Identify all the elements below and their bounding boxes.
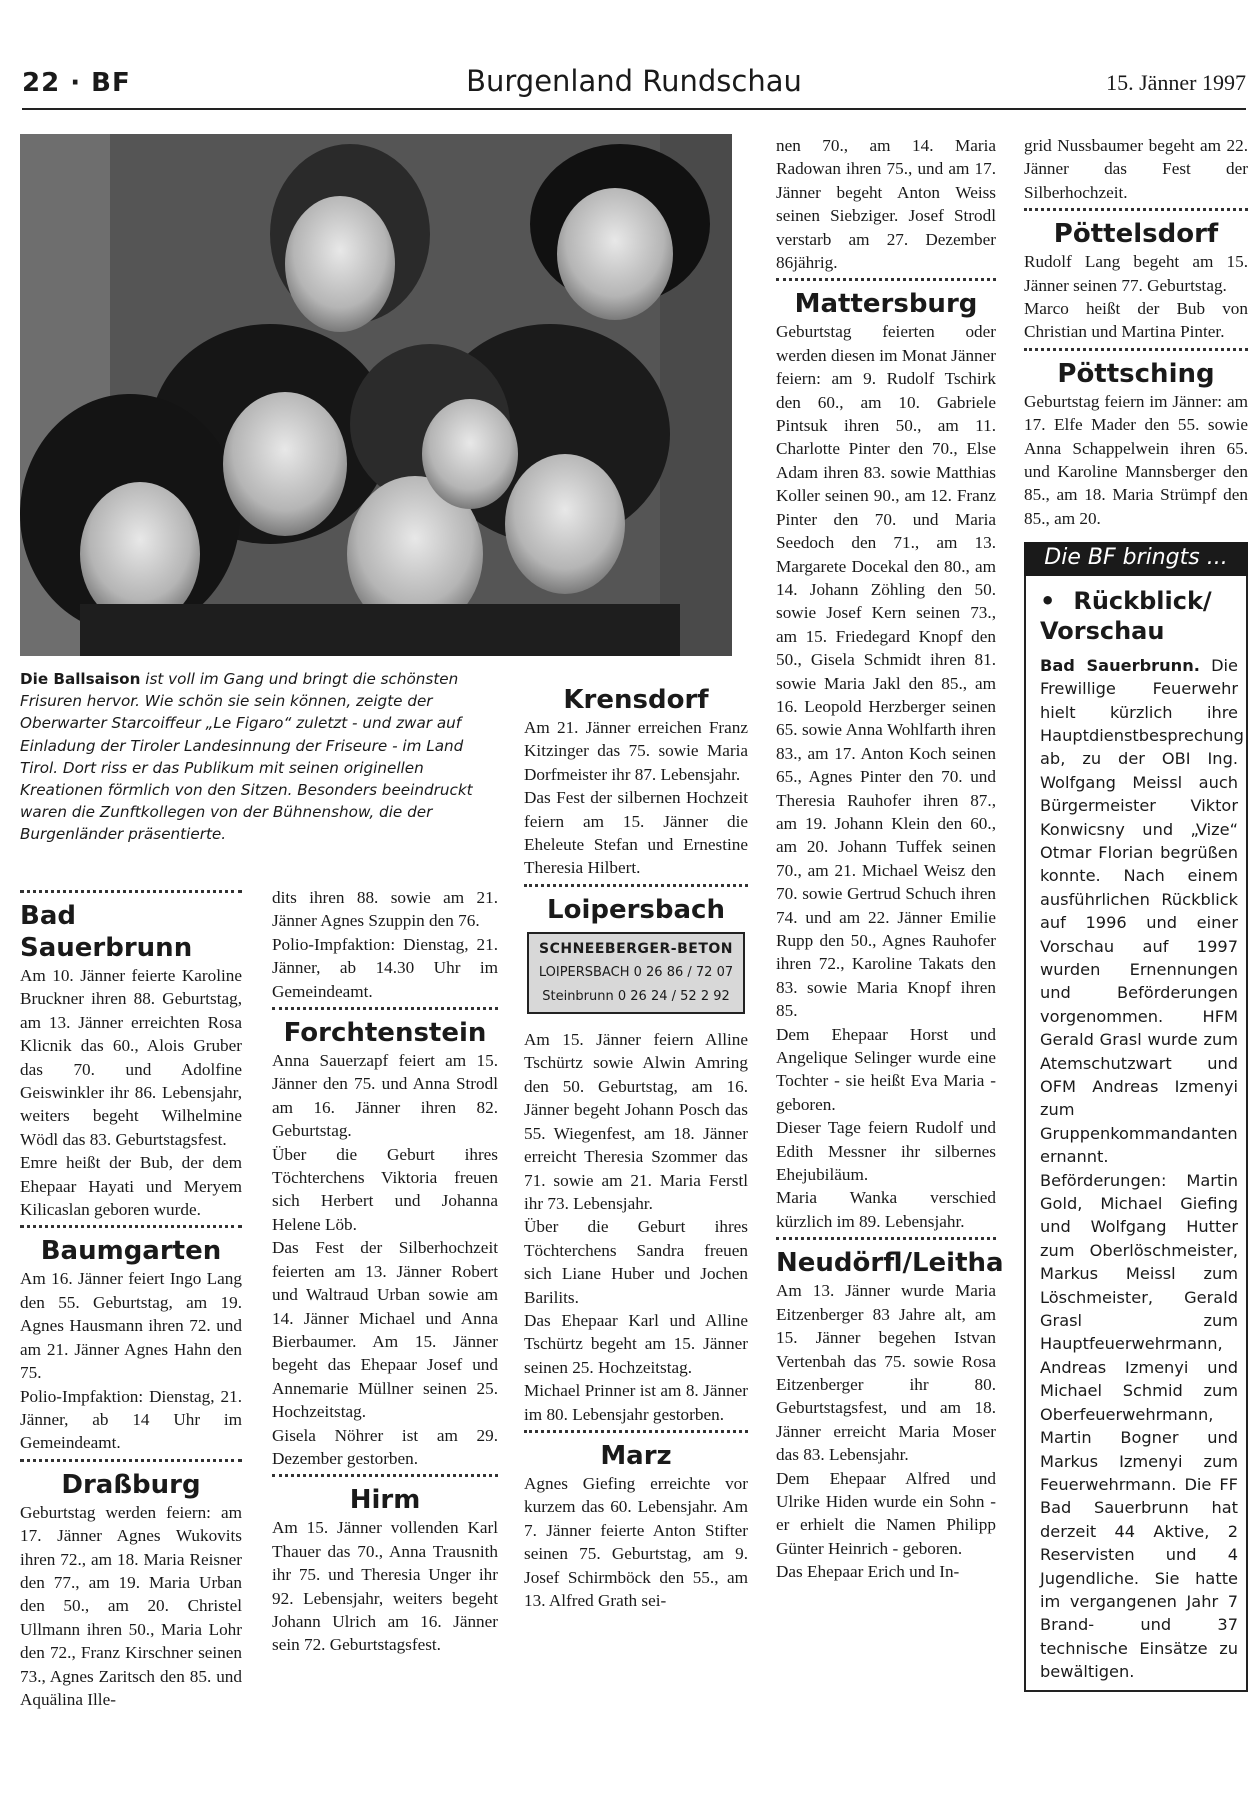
ad-title: SCHNEEBERGER-BETON bbox=[539, 940, 733, 957]
divider bbox=[776, 1237, 996, 1245]
heading-bad-sauerbrunn: Bad Sauerbrunn bbox=[20, 901, 193, 963]
divider bbox=[524, 1430, 748, 1438]
issue-date: 15. Jänner 1997 bbox=[1106, 70, 1246, 95]
column-2 bbox=[272, 886, 498, 1657]
box-heading bbox=[1040, 586, 1238, 646]
heading-neudoerfl: Neudörfl/Leitha bbox=[776, 1248, 1004, 1279]
heading-marz: Marz bbox=[600, 1440, 672, 1471]
caption-lead: Die Ballsaison bbox=[20, 670, 141, 688]
paragraph: Über die Geburt ihres Töchterchens Sandra freuen sich Liane Huber und Jochen Barilits. bbox=[524, 1217, 748, 1307]
box-lead: Bad Sauerbrunn. bbox=[1040, 655, 1200, 675]
feature-box bbox=[1024, 576, 1248, 1692]
heading-forchtenstein: Forchtenstein bbox=[283, 1018, 487, 1049]
divider bbox=[20, 890, 242, 898]
paragraph: Am 15. Jänner feiern Alline Tschürtz sowie Alwin Amring den 50. Geburtstag, am 16. Jänner begeht Johann Posch das 55. Wiegenfest, am 18. Jänner erreicht Theresia Szommer das 71. sowie am 21. Maria Ferstl ihr 73. Lebensjahr. bbox=[524, 1030, 748, 1213]
column-5 bbox=[1024, 134, 1248, 1692]
paragraph: Emre heißt der Bub, der dem Ehepaar Hayati und Meryem Kilicaslan geboren wurde. bbox=[20, 1153, 242, 1220]
ballsaison-photo bbox=[20, 134, 732, 656]
column-1 bbox=[20, 886, 242, 1711]
box-heading-text: Rückblick/ Vorschau bbox=[1040, 586, 1212, 645]
paragraph: Polio-Impfaktion: Dienstag, 21. Jänner, ab 14.30 Uhr im Gemeindeamt. bbox=[272, 934, 498, 1001]
paragraph: Am 15. Jänner vollenden Karl Thauer das 70., Anna Trausnith ihr 75. und Theresia Unger ihr 92. Lebensjahr, weiters begeht Johann Ulrich am 16. Jänner sein 72. Geburtstagsfest. bbox=[272, 1518, 498, 1655]
divider bbox=[1024, 348, 1248, 356]
paragraph: Maria Wanka verschied kürzlich im 89. Lebensjahr. bbox=[776, 1188, 996, 1231]
paragraph: Das Ehepaar Karl und Alline Tschürtz begeht am 15. Jänner seinen 25. Hochzeitstag. bbox=[524, 1310, 748, 1377]
paragraph: Rudolf Lang begeht am 15. Jänner seinen 77. Geburtstag. bbox=[1024, 252, 1248, 295]
paragraph: Am 16. Jänner feiert Ingo Lang den 55. Geburtstag, am 19. Agnes Hausmann ihren 72. und am 21. Jänner Agnes Hahn den 75. bbox=[20, 1269, 242, 1383]
box-paragraph bbox=[1040, 654, 1244, 1684]
paragraph: Dem Ehepaar Horst und Angelique Selinger wurde eine Tochter - sie heißt Eva Maria - geboren. bbox=[776, 1024, 996, 1114]
divider bbox=[1024, 208, 1248, 216]
divider bbox=[776, 278, 996, 286]
page-number: 22 · BF bbox=[22, 68, 131, 98]
heading-hirm: Hirm bbox=[349, 1485, 421, 1516]
column-4 bbox=[776, 134, 1004, 1584]
heading-poettelsdorf: Pöttelsdorf bbox=[1053, 219, 1219, 250]
caption-text: ist voll im Gang und bringt die schönsten Frisuren hervor. Wie schön sie sein können, zeigte der Oberwarter Starcoiffeur „Le Figaro“ zuletzt - und zwar auf Einladung der Tiroler Landesinnung der Friseure - im Land Tirol. Dort riss er das Publikum mit seinen originellen Kreationen förmlich von den Sitzen. Besonders beeindruckt waren die Zunftkollegen von der Bühnenshow, die der Burgenländer präsentierte. bbox=[20, 670, 473, 844]
column-3 bbox=[524, 684, 748, 1612]
box-text: Die Frewillige Feuerwehr hielt kürzlich ihre Hauptdienstbesprechung ab, zu der OBI Ing. Wolfgang Meissl auch Bürgermeister Viktor Konwicsny und „Vize“ Otmar Florian begrüßen konnte. Nach einem ausführlichen Rückblick auf 1996 und einer Vorschau auf 1997 wurden Ernennungen und Beförderungen vorgenommen. HFM Gerald Grasl wurde zum Atemschutzwart und OFM Andreas Izmenyi zum Gruppenkommandanten ernannt. Beförderungen: Martin Gold, Michael Giefing und Wolfgang Hutter zum Oberlöschmeister, Markus Meissl zum Löschmeister, Gerald Grasl zum Hauptfeuerwehrmann, Andreas Izmenyi und Michael Schmid zum Oberfeuerwehrmann, Martin Bogner und Markus Izmenyi zum Feuerwehrmann. Die FF Bad Sauerbrunn hat derzeit 44 Aktive, 2 Reservisten und 4 Jugendliche. Sie hatte im vergangenen Jahr 7 Brand- und 37 technische Einsätze zu bewältigen. bbox=[1040, 655, 1244, 1682]
divider bbox=[20, 1225, 242, 1233]
paragraph: Das Ehepaar Erich und In- bbox=[776, 1562, 960, 1582]
paragraph: Michael Prinner ist am 8. Jänner im 80. Lebensjahr gestorben. bbox=[524, 1381, 748, 1424]
ad-line: LOIPERSBACH 0 26 86 / 72 07 bbox=[538, 965, 734, 981]
heading-poettsching: Pöttsching bbox=[1057, 358, 1215, 389]
paragraph: Dieser Tage feiern Rudolf und Edith Messner ihr silbernes Ehejubiläum. bbox=[776, 1118, 996, 1185]
heading-mattersburg: Mattersburg bbox=[794, 289, 978, 320]
paragraph: Am 13. Jänner wurde Maria Eitzenberger 83 Jahre alt, am 15. Jänner begehen Istvan Vertenbah das 75. sowie Rosa Eitzenberger ihr 80. Geburtstagsfest, und am 18. Jänner erreicht Maria Moser das 83. Lebensjahr. bbox=[776, 1281, 996, 1465]
ad-line: Steinbrunn 0 26 24 / 52 2 92 bbox=[542, 988, 730, 1004]
box-title: Die BF bringts ... bbox=[1024, 542, 1248, 575]
page-header bbox=[22, 62, 1246, 110]
paragraph: Dem Ehepaar Alfred und Ulrike Hiden wurde ein Sohn - er erhielt die Namen Philipp Günter Heinrich - geboren. bbox=[776, 1468, 996, 1558]
paragraph: Polio-Impfaktion: Dienstag, 21. Jänner, ab 14 Uhr im Gemeindeamt. bbox=[20, 1386, 242, 1453]
paragraph: Marco heißt der Bub von Christian und Martina Pinter. bbox=[1024, 299, 1248, 342]
photo-caption bbox=[20, 668, 500, 846]
paragraph: Geburtstag feiern im Jänner: am 17. Elfe Mader den 55. sowie Anna Schappelwein ihren 65. und Karoline Mannsberger den 85., am 18. Maria Strümpf den 85., am 20. bbox=[1024, 391, 1248, 528]
paragraph: Das Fest der silbernen Hochzeit feiern am 15. Jänner die Eheleute Stefan und Ernestine Theresia Hilbert. bbox=[524, 788, 748, 878]
divider bbox=[20, 1459, 242, 1467]
publication-title: Burgenland Rundschau bbox=[466, 64, 802, 98]
paragraph: Am 10. Jänner feierte Karoline Bruckner ihren 88. Geburtstag, am 13. Jänner erreichten Rosa Klicnik das 60., Alois Gruber das 70. und Adolfine Geiswinkler ihr 86. Lebensjahr, weiters begeht Wilhelmine Wödl das 83. Geburtstagsfest. bbox=[20, 966, 242, 1149]
paragraph: grid Nussbaumer begeht am 22. Jänner das Fest der Silberhochzeit. bbox=[1024, 136, 1248, 202]
paragraph: Gisela Nöhrer ist am 29. Dezember gestorben. bbox=[272, 1425, 498, 1468]
divider bbox=[524, 884, 748, 892]
heading-loipersbach: Loipersbach bbox=[547, 894, 725, 925]
heading-krensdorf: Krensdorf bbox=[563, 685, 709, 715]
advertisement-schneeberger-beton bbox=[527, 932, 745, 1014]
heading-baumgarten: Baumgarten bbox=[40, 1236, 222, 1267]
divider bbox=[272, 1474, 498, 1482]
paragraph: Am 21. Jänner erreichen Franz Kitzinger das 75. sowie Maria Dorfmeister ihr 87. Lebensjahr. bbox=[524, 718, 748, 784]
paragraph: Über die Geburt ihres Töchterchens Viktoria freuen sich Herbert und Johanna Helene Löb. bbox=[272, 1144, 498, 1234]
paragraph: Geburtstag werden feiern: am 17. Jänner Agnes Wukovits ihren 72., am 18. Maria Reisner den 77., am 19. Maria Urban den 50., am 20. Christel Ullmann ihren 50., Maria Lohr den 72., Franz Kirschner seinen 73., Agnes Zaritsch den 85. und Aquälina Ille- bbox=[20, 1502, 242, 1709]
paragraph: nen 70., am 14. Maria Radowan ihren 75., und am 17. Jänner begeht Anton Weiss seinen Siebziger. Josef Strodl verstarb am 27. Dezember 86jährig. bbox=[776, 136, 996, 273]
heading-drassburg: Draßburg bbox=[61, 1469, 201, 1500]
divider bbox=[272, 1007, 498, 1015]
paragraph: dits ihren 88. sowie am 21. Jänner Agnes Szuppin den 76. bbox=[272, 888, 498, 931]
paragraph: Anna Sauerzapf feiert am 15. Jänner den 75. und Anna Strodl am 16. Jänner ihren 82. Geburtstag. bbox=[272, 1051, 498, 1141]
bullet-icon: • bbox=[1040, 586, 1056, 615]
paragraph: Das Fest der Silberhochzeit feierten am 13. Jänner Robert und Waltraud Urban sowie am 14. Jänner Michael und Anna Bierbaumer. Am 15. Jänner begeht das Ehepaar Josef und Annemarie Müllner seinen 25. Hochzeitstag. bbox=[272, 1238, 498, 1422]
paragraph: Geburtstag feierten oder werden diesen im Monat Jänner feiern: am 9. Rudolf Tschirk den 60., am 10. Gabriele Pintsuk ihren 50., am 11. Charlotte Pinter den 70., Else Adam ihren 83. sowie Matthias Koller seinen 90., am 12. Franz Pinter den 70. und Maria Seedoch den 71., am 13. Margarete Docekal den 80., am 14. Johann Zöhling den 50. sowie Josef Kern seinen 73., am 15. Friedegard Knopf den 50., Gisela Schmidt ihren 81. sowie Maria Jakl den 85., am 16. Leopold Herzberger seinen 65. sowie Anna Wohlfarth ihren 83., am 17. Anton Koch seinen 65., Agnes Pinter den 70. und Theresia Rauhofer ihren 87., am 19. Johann Klein den 60., am 20. Johann Tuffek seinen 70., am 21. Michael Weisz den 70. sowie Gertrud Schuch ihren 74. und am 22. Jänner Emilie Rupp den 50., Agnes Rauhofer ihren 72., Karoline Takats den 83. sowie Maria Knopf ihren 85. bbox=[776, 322, 996, 1021]
paragraph: Agnes Giefing erreichte vor kurzem das 60. Lebensjahr. Am 7. Jänner feierte Anton Stifter seinen 75. Geburtstag, am 9. Josef Schirmböck den 55., am 13. Alfred Grath sei- bbox=[524, 1473, 748, 1610]
